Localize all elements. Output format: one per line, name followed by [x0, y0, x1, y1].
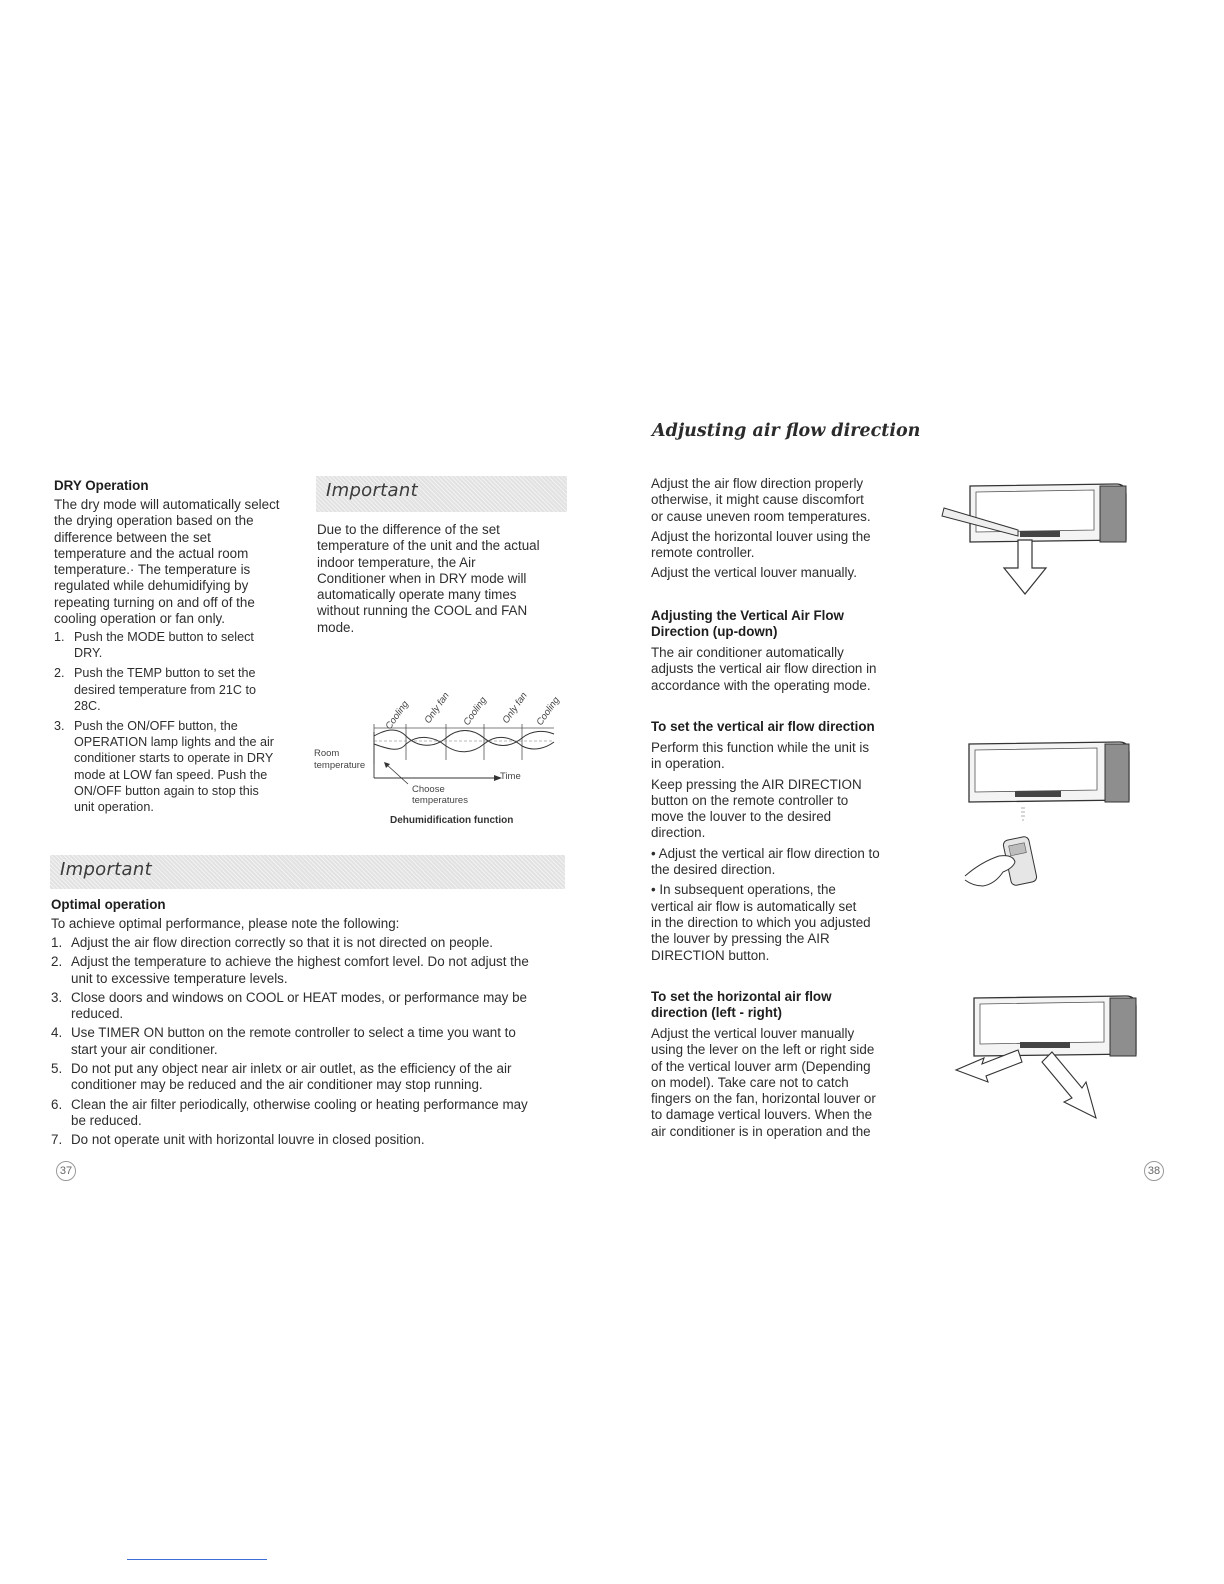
set-horizontal-heading [651, 989, 832, 1022]
ac-unit-horizontal-flow-illustration [952, 992, 1142, 1128]
text-line: Do not put any object near air inletx or air outlet, as the efficiency of the air [71, 1061, 512, 1077]
list-item [51, 1025, 571, 1058]
optimal-operation-list [51, 935, 571, 1149]
text-line: Conditioner when in DRY mode will [317, 570, 527, 586]
choose-label: Choose [412, 784, 445, 795]
text-line: of the vertical louver arm (Depending [651, 1058, 871, 1074]
text-line: mode at LOW fan speed. Push the [74, 767, 268, 782]
item-number: 4. [51, 1025, 63, 1041]
room-label: temperature [314, 760, 366, 771]
text-line: cooling operation or fan only. [54, 611, 225, 627]
text-line: the desired direction. [651, 862, 776, 878]
heading-line: To set the horizontal air flow [651, 989, 832, 1004]
important-top-text [317, 522, 569, 636]
text-line: Push the TEMP button to set the [74, 666, 256, 681]
important-banner-bottom [50, 855, 565, 889]
list-item [51, 1132, 571, 1148]
text-line: using the lever on the left or right side [651, 1042, 875, 1058]
text-line: difference between the set [54, 529, 211, 545]
set-horizontal-text [651, 1026, 913, 1140]
text-line: Adjust the horizontal louver using the [651, 528, 871, 544]
text-line: mode. [317, 619, 355, 635]
phase-label: Only fan [500, 690, 530, 726]
list-item [54, 665, 304, 714]
dry-operation-heading: DRY Operation [54, 478, 149, 493]
item-number: 5. [51, 1061, 63, 1077]
item-number: 2. [51, 954, 63, 970]
text-line: adjusts the vertical air flow direction in [651, 661, 877, 677]
heading-line: Direction (up-down) [651, 624, 778, 640]
text-line: reduced. [71, 1006, 124, 1022]
paragraph [651, 740, 913, 773]
paragraph [651, 882, 913, 963]
text-line: unit operation. [74, 800, 154, 815]
text-line: to damage vertical louvers. When the [651, 1107, 873, 1123]
text-line: DRY. [74, 646, 103, 661]
footer-rule [127, 1559, 267, 1560]
heading-line: direction (left - right) [651, 1005, 782, 1021]
airflow-intro [651, 476, 911, 582]
text-line: the drying operation based on the [54, 513, 254, 529]
list-item [51, 935, 571, 951]
text-line: in the direction to which you adjusted [651, 914, 871, 930]
banner-label: Important [326, 480, 418, 501]
banner-label: Important [60, 859, 152, 880]
paragraph [651, 476, 911, 525]
text-line: Push the ON/OFF button, the [74, 719, 238, 734]
text-line: fingers on the fan, horizontal louver or [651, 1091, 876, 1107]
important-banner-top [316, 476, 567, 512]
diagram-caption: Dehumidification function [390, 815, 514, 826]
text-line: DIRECTION button. [651, 947, 770, 963]
text-line: Keep pressing the AIR DIRECTION [651, 776, 862, 792]
text-line: Adjust the temperature to achieve the highest comfort level. Do not adjust the [71, 954, 529, 970]
list-item [54, 629, 304, 661]
list-item [51, 1061, 571, 1094]
text-line: The air conditioner automatically [651, 645, 844, 660]
text-line: air conditioner is in operation and the [651, 1123, 871, 1139]
text-line: • In subsequent operations, the [651, 882, 836, 898]
step-number: 3. [54, 719, 65, 734]
ac-unit-downflow-illustration [940, 478, 1136, 600]
text-line: conditioner may be reduced and the air conditioner may stop running. [71, 1077, 483, 1093]
optimal-operation-intro: To achieve optimal performance, please note the following: [51, 916, 400, 931]
dry-steps-list [54, 629, 304, 815]
paragraph [651, 777, 913, 842]
text-line: be reduced. [71, 1112, 142, 1128]
text-line: Due to the difference of the set [317, 522, 500, 537]
text-line: automatically operate many times [317, 587, 517, 603]
room-label: Room [314, 748, 340, 759]
choose-label: temperatures [412, 795, 468, 806]
dehumidification-diagram [308, 684, 570, 832]
text-line: repeating turning on and off of the [54, 594, 255, 610]
text-line: • Adjust the vertical air flow direction to [651, 845, 880, 861]
phase-label: Only fan [422, 690, 452, 726]
text-line: Close doors and windows on COOL or HEAT modes, or performance may be [71, 989, 527, 1005]
list-item [51, 990, 571, 1023]
text-line: Push the MODE button to select [74, 630, 254, 644]
text-line: vertical air flow is automatically set [651, 898, 857, 914]
section-title: Adjusting air flow direction [652, 421, 921, 441]
text-line: indoor temperature, the Air [317, 554, 476, 570]
text-line: temperature of the unit and the actual [317, 538, 540, 554]
text-line: The dry mode will automatically select [54, 497, 280, 512]
text-line: 28C. [74, 698, 101, 713]
text-line: Adjust the air flow direction correctly so that it is not directed on people. [71, 935, 494, 950]
vertical-airflow-text [651, 645, 911, 694]
choose-pointer [386, 764, 408, 784]
ac-unit-remote-illustration [955, 738, 1139, 894]
text-line: Use TIMER ON button on the remote controller to select a time you want to [71, 1025, 516, 1041]
page-number-right: 38 [1144, 1161, 1164, 1181]
paragraph [651, 529, 911, 562]
phase-label: Cooling [534, 695, 562, 728]
text-line: move the louver to the desired [651, 809, 832, 825]
time-label: Time [500, 771, 521, 782]
text-line: or cause uneven room temperatures. [651, 508, 871, 524]
item-number: 1. [51, 935, 63, 950]
text-line: Adjust the vertical louver manually. [651, 565, 857, 581]
text-line: Perform this function while the unit is [651, 740, 870, 755]
text-line: conditioner starts to operate in DRY [74, 751, 274, 766]
temperature-curve-lower [374, 737, 554, 751]
text-line: ON/OFF button again to stop this [74, 783, 259, 798]
text-line: in operation. [651, 756, 725, 772]
dry-operation-intro [54, 497, 304, 627]
text-line: on model). Take care not to catch [651, 1074, 849, 1090]
set-vertical-heading: To set the vertical air flow direction [651, 719, 875, 734]
page-number-left: 37 [56, 1161, 76, 1181]
text-line: Adjust the air flow direction properly [651, 476, 864, 491]
text-line: the louver by pressing the AIR [651, 931, 830, 947]
text-line: accordance with the operating mode. [651, 677, 871, 693]
step-number: 2. [54, 666, 65, 681]
phase-label: Cooling [383, 699, 411, 732]
text-line: Adjust the vertical louver manually [651, 1026, 855, 1041]
item-number: 6. [51, 1096, 63, 1112]
text-line: temperature and the actual room [54, 545, 249, 561]
list-item [54, 718, 304, 815]
text-line: otherwise, it might cause discomfort [651, 492, 864, 508]
vertical-airflow-heading [651, 608, 844, 641]
temperature-curve-upper [374, 730, 554, 746]
text-line: desired temperature from 21C to [74, 682, 256, 697]
optimal-operation-heading: Optimal operation [51, 897, 166, 912]
text-line: remote controller. [651, 545, 755, 561]
text-line: Clean the air filter periodically, otherwise cooling or heating performance may [71, 1096, 528, 1112]
text-line: OPERATION lamp lights and the air [74, 735, 274, 750]
heading-line: Adjusting the Vertical Air Flow [651, 608, 844, 623]
text-line: button on the remote controller to [651, 792, 849, 808]
text-line: direction. [651, 825, 706, 841]
paragraph [651, 846, 913, 879]
text-line: start your air conditioner. [71, 1041, 218, 1057]
paragraph [651, 565, 911, 581]
text-line: temperature.· The temperature is [54, 562, 251, 578]
step-number: 1. [54, 630, 65, 644]
text-line: unit to excessive temperature levels. [71, 970, 288, 986]
item-number: 7. [51, 1132, 63, 1148]
text-line: without running the COOL and FAN [317, 603, 528, 619]
phase-label: Cooling [461, 695, 489, 728]
text-line: Do not operate unit with horizontal louvre in closed position. [71, 1132, 425, 1148]
set-vertical-text [651, 740, 913, 964]
list-item [51, 1097, 571, 1130]
list-item [51, 954, 571, 987]
text-line: regulated while dehumidifying by [54, 578, 249, 594]
item-number: 3. [51, 989, 63, 1005]
segment-ticks [374, 724, 522, 764]
